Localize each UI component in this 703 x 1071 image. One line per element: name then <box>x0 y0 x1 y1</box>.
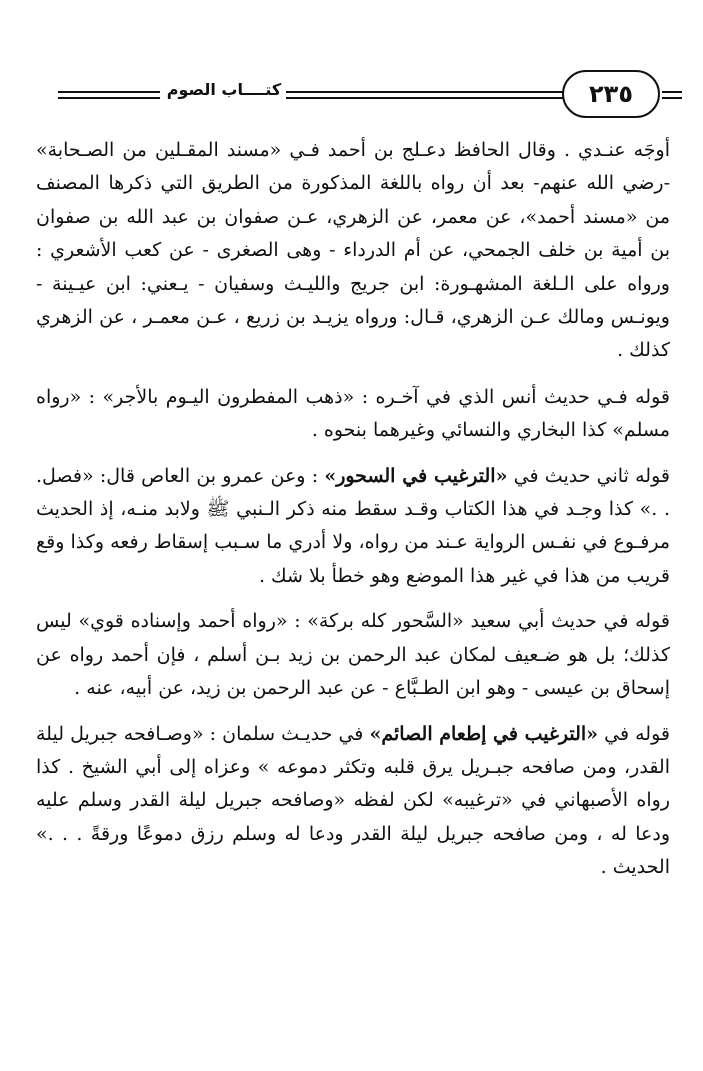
paragraph-1 <box>36 134 670 368</box>
paragraph-5-text: في حديـث سلمان : «وصـافحه جبريل ليلة القدر، ومن صافحه جبـريل يرق قلبه وتكثر دموعه » وعزاه إلى أبي الشيخ . كذا رواه الأصبهاني في «ترغيبه» لكن لفظه «وصافحه جبريل ليلة القدر وسلم عليه ودعا له ، ومن صافحه جبريل ليلة القدر ودعا له وسلم رزق دموعًا ورقةً . . .» الحديث . <box>36 722 670 879</box>
paragraph-5-prefix: قوله في <box>598 722 670 745</box>
page-number: ٢٣٥ <box>562 70 660 118</box>
page-header <box>40 70 680 130</box>
paragraph-1-text: أوجَه عنـدي . وقال الحافظ دعـلج بن أحمد فـي «مسند المقـلين من الصـحابة» -رضي الله عنهم- بعد أن رواه باللغة المذكورة من الطريق التي ذكرها المصنف من «مسند أحمد»، عن معمر، عن الزهري، عـن صفوان بن عبد الله بن صفوان بن أمية بن خلف الجمحي، عن أم الدرداء - وهى الصغرى - عن كعب الأشعري : ورواه على الـلغة المشهـورة: ابن جريج والليـث وسفيان - يـعني: ابن عيـينة - ويونـس ومالك عـن الزهري، قـال: ورواه يزيـد بن زريع ، عـن معمـر ، عن الزهري كذلك . <box>36 139 670 362</box>
paragraph-5-heading: «الترغيب في إطعام الصائم» <box>369 722 599 745</box>
paragraph-3-heading: «الترغيب في السحور» <box>324 464 508 487</box>
paragraph-4-text: قوله في حديث أبي سعيد «السَّحور كله بركة» : «رواه أحمد وإسناده قوي» ليس كذلك؛ بل هو ضـعيف لمكان عبد الرحمن بن زيد بـن أسلم ، فإن أحمد رواه عن إسحاق بن عيسى - وهو ابن الطـبَّاع - عن عبد الرحمن بن زيد، عن أبيه، عنه . <box>36 610 670 700</box>
paragraph-2-text: قوله فـي حديث أنس الذي في آخـره : «ذهب المفطرون اليـوم بالأجر» : «رواه مسلم» كذا البخاري والنسائي وغيرهما بنحوه . <box>36 385 670 442</box>
page-body <box>36 134 670 897</box>
paragraph-5 <box>36 718 670 885</box>
paragraph-2 <box>36 381 670 448</box>
paragraph-3-prefix: قوله ثاني حديث في <box>507 464 670 487</box>
paragraph-3-text: : وعن عمرو بن العاص قال: «فصل. . .» كذا وجـد في هذا الكتاب وقـد سقط منه ذكر الـنبي ﷺ ولابد منـه، إذ الحديث مرفـوع في نفـس الرواية عـند من رواه، ولا أدري ما سـبب إسقاط رفعه وكذا وقع قريب من هذا في غير هذا الموضع وهو خطأ بلا شك . <box>36 464 670 587</box>
book-title: كتــــاب الصوم <box>166 80 282 99</box>
paragraph-4 <box>36 605 670 705</box>
header-rule-left <box>58 91 160 99</box>
header-rule-right <box>662 91 682 99</box>
header-rule-middle <box>286 91 564 99</box>
paragraph-3 <box>36 460 670 594</box>
